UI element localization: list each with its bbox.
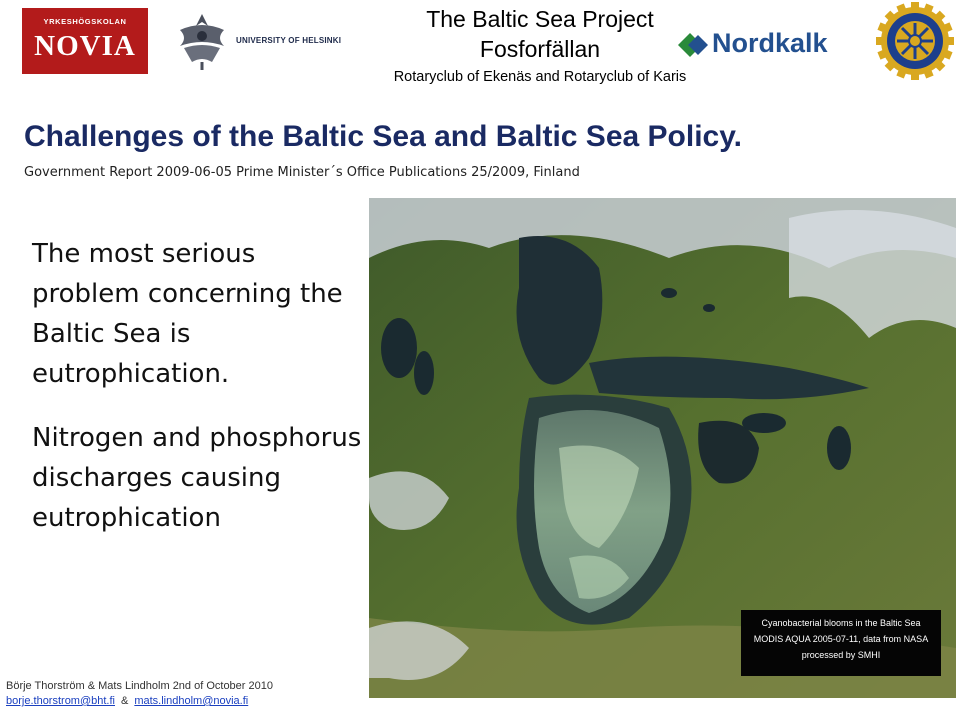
nordkalk-logo-text: Nordkalk: [712, 28, 828, 58]
footer-authors: Börje Thorström & Mats Lindholm 2nd of October 2010: [6, 680, 273, 692]
caption-line-1: Cyanobacterial blooms in the Baltic Sea: [761, 618, 921, 628]
novia-logo: [22, 8, 148, 74]
footer-emails: [6, 695, 248, 707]
university-of-helsinki-logo: [172, 12, 342, 70]
email-link-mats[interactable]: mats.lindholm@novia.fi: [134, 695, 249, 707]
helsinki-emblem-icon: [172, 12, 232, 70]
paragraph-nutrient-discharges: Nitrogen and phosphorus discharges causing eutrophication: [32, 423, 362, 533]
caption-line-2: MODIS AQUA 2005-07-11, data from NASA: [753, 634, 929, 644]
helsinki-logo-text: UNIVERSITY OF HELSINKI: [236, 36, 342, 45]
caption-line-3: processed by SMHI: [801, 650, 881, 660]
slide-title: Challenges of the Baltic Sea and Baltic Sea Policy.: [24, 120, 743, 153]
novia-logo-subtext: YRKESHÖGSKOLAN: [43, 17, 127, 26]
email-separator: &: [121, 695, 129, 707]
email-link-borje[interactable]: borje.thorstrom@bht.fi: [6, 695, 115, 707]
rotary-clubs-line: Rotaryclub of Ekenäs and Rotaryclub of Karis: [393, 69, 687, 85]
project-subtitle: Fosforfällan: [479, 36, 601, 62]
paragraph-eutrophication-problem: The most serious problem concerning the Baltic Sea is eutrophication.: [32, 239, 343, 389]
novia-logo-text: NOVIA: [34, 30, 136, 62]
image-caption-box: [741, 610, 941, 676]
report-reference: Government Report 2009-06-05 Prime Minister´s Office Publications 25/2009, Finland: [24, 165, 580, 180]
rotary-wheel-icon: [876, 2, 954, 80]
project-title: The Baltic Sea Project: [426, 6, 654, 32]
rotary-international-logo: [876, 2, 954, 80]
baltic-sea-satellite-image: [369, 198, 956, 698]
